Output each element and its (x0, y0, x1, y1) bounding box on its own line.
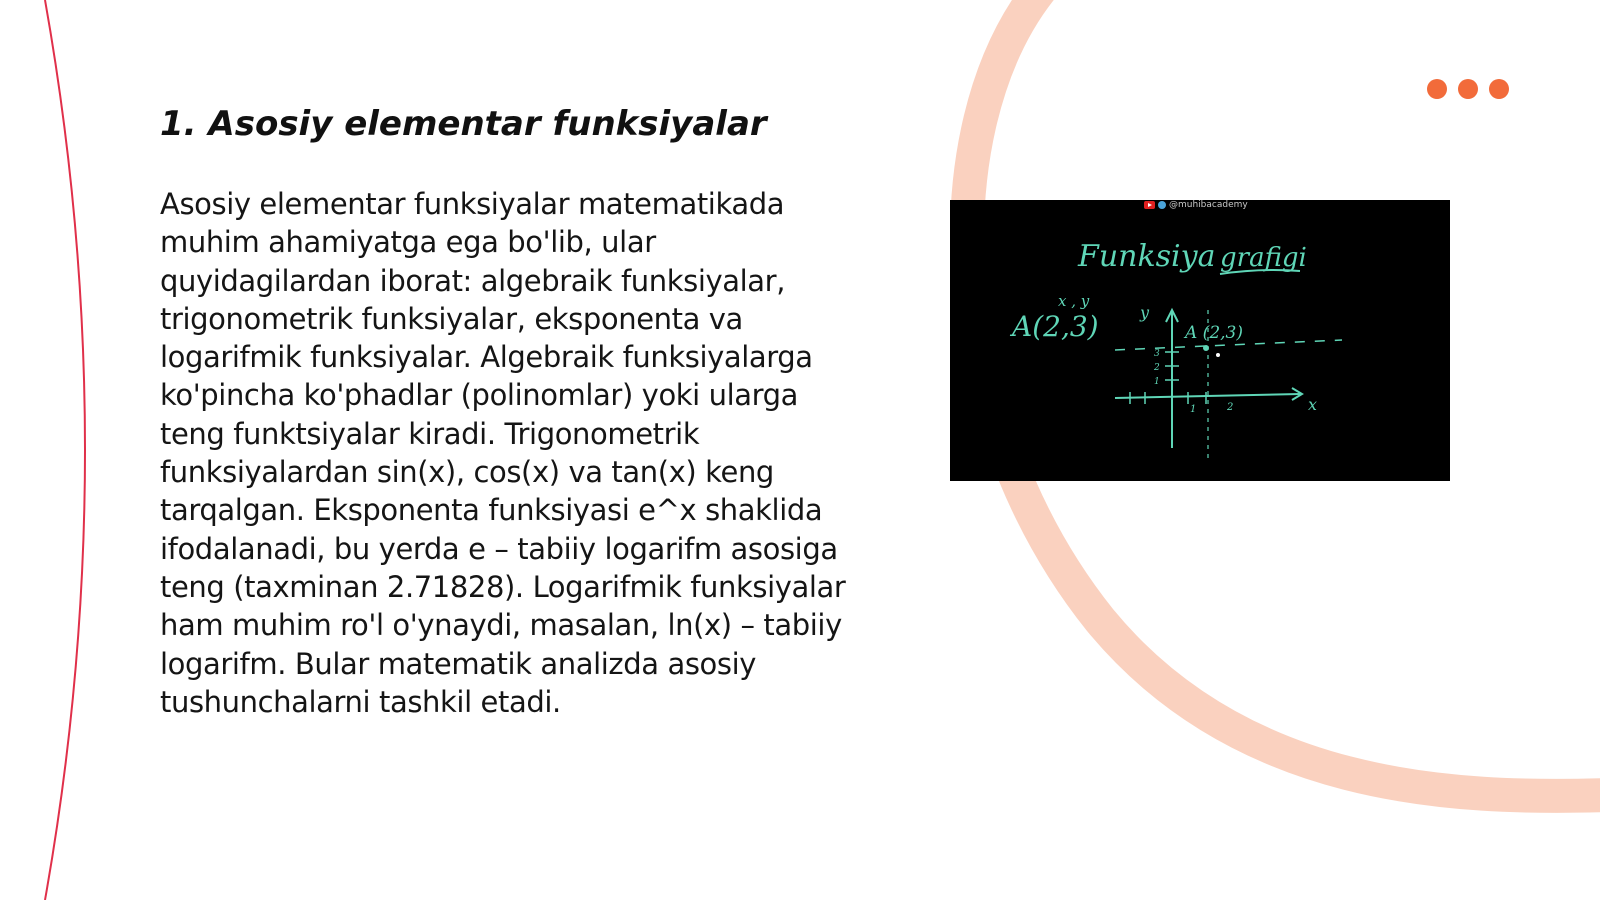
slide-body-text: Asosiy elementar funksiyalar matematikada muhim ahamiyatga ega bo'lib, ular quyidagilardan iborat: algebraik funksiyalar, trigonometrik funksiyalar, eksponenta va logarifmik funksiyalar. Algebraik funksiyalarga ko'pincha ko'phadlar (polinomlar) yoki ularga teng funktsiyalar kiradi. Trigonometrik funksiyalardan sin(x), cos(x) va tan(x) keng tarqalgan. Eksponenta funksiyasi e^x shaklida ifodalanadi, bu yerda e – tabiiy logarifm asosiga teng (taxminan 2.71828). Logarifmik funksiyalar ham muhim ro'l o'ynaydi, masalan, ln(x) – tabiiy logarifm. Bular matematik analizda asosiy tushunchalarni tashkil etadi. (160, 187, 846, 719)
menu-dots (1427, 79, 1509, 99)
point-label-left: A(2,3) (1012, 310, 1099, 343)
board-title-funksiya: Funksiya (1078, 239, 1216, 274)
cursor-dot (1216, 353, 1220, 357)
xy-label: x , y (1058, 292, 1090, 310)
x-tick-1: 1 (1190, 404, 1197, 415)
left-red-curve (45, 0, 85, 900)
point-a (1203, 345, 1209, 351)
chalkboard-drawing (950, 200, 1450, 481)
point-label-right: A (2,3) (1185, 323, 1243, 343)
y-tick-3: 3 (1154, 349, 1160, 359)
embedded-video[interactable] (950, 200, 1450, 481)
y-tick-2: 2 (1154, 363, 1160, 373)
dot-icon (1427, 79, 1447, 99)
board-title-grafigi: grafigi (1220, 243, 1307, 273)
dot-icon (1489, 79, 1509, 99)
axis-y-label: y (1140, 303, 1150, 322)
dot-icon (1458, 79, 1478, 99)
watermark-text: @muhibacademy (1169, 200, 1248, 210)
x-tick-2: 2 (1227, 402, 1234, 413)
slide-title: 1. Asosiy elementar funksiyalar (160, 104, 767, 144)
axis-x-label: x (1308, 395, 1318, 414)
y-tick-1: 1 (1154, 377, 1160, 387)
